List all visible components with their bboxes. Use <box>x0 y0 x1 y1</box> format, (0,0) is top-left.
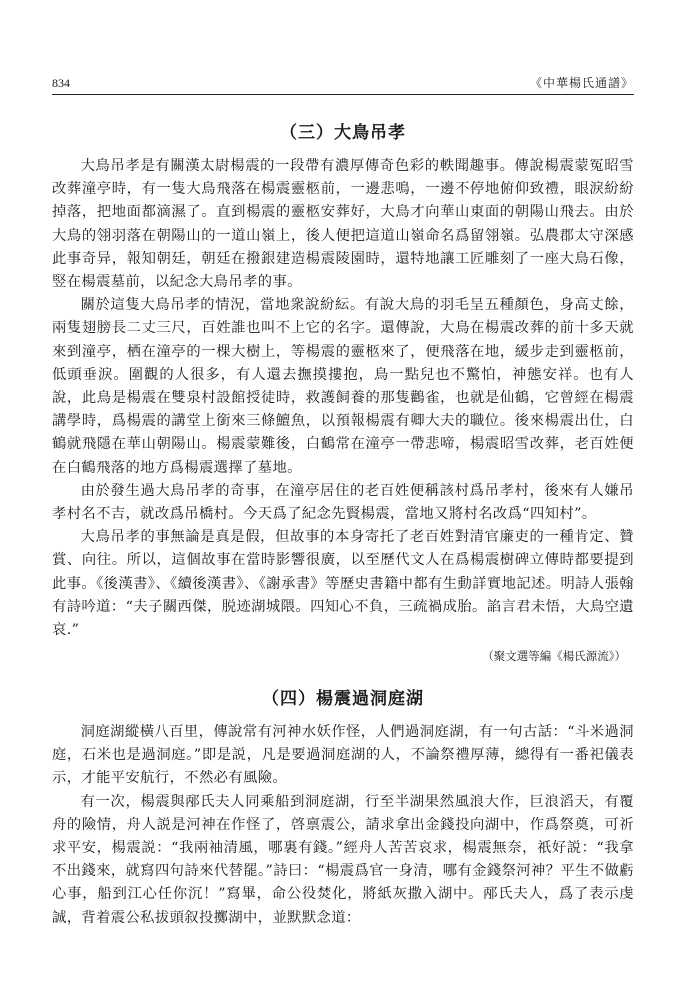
page-number: 834 <box>52 76 70 90</box>
paragraph: 關於這隻大鳥吊孝的情況，當地衆說紛紜。有說大鳥的羽毛呈五種顏色，身高丈餘，兩隻翅膀長二丈三尺，百姓誰也叫不上它的名字。還傳說，大鳥在楊震改葬的前十多天就來到潼亭，栖在潼亭的一棵大樹上，等楊震的靈柩來了，便飛落在地，緩步走到靈柩前，低頭垂淚。圍觀的人很多，有人還去撫摸摟抱，鳥一點兒也不驚怕，神態安祥。也有人說，此鳥是楊震在雙泉村設館授徒時，救護飼養的那隻鸛雀，也就是仙鶴，它曾經在楊震講學時，爲楊震的講堂上銜來三條鱣魚，以預報楊震有卿大夫的職位。後來楊震出仕，白鶴就飛隱在華山朝陽山。楊震蒙難後，白鶴常在潼亭一帶悲啼，楊震昭雪改葬，老百姓便在白鶴飛落的地方爲楊震選擇了墓地。 <box>52 297 634 476</box>
section-crossing-dongting-lake <box>52 684 634 930</box>
section-title: （四）楊震過洞庭湖 <box>262 689 424 709</box>
section-big-bird-mourning <box>52 118 634 664</box>
page-header <box>52 74 634 95</box>
running-title: 《中華楊氏通譜》 <box>529 76 634 90</box>
paragraph: 有一次，楊震與邴氏夫人同乘船到洞庭湖，行至半湖果然風浪大作，巨浪滔天，有覆舟的險情，舟人説是河神在作怪了，啓禀震公，請求拿出金錢投向湖中，作爲祭奠，可祈求平安，楊震説：“我兩袖清風，哪裏有錢。”經舟人苦苦哀求，楊震無奈，祇好説：“我拿不出錢來，就寫四句詩來代替罷。”詩曰：“楊震爲官一身清，哪有金錢祭河神？平生不做虧心事，船到江心任你沉！”寫畢，命公役焚化，將紙灰撒入湖中。邴氏夫人，爲了表示虔誠，背着震公私拔頭叙投擲湖中，並默默念道： <box>52 793 634 926</box>
paragraph: 大鳥吊孝是有關漢太尉楊震的一段帶有濃厚傳奇色彩的軼聞趣事。傳說楊震蒙冤昭雪改葬潼亭時，有一隻大鳥飛落在楊震靈柩前，一邊悲鳴，一邊不停地俯仰致禮，眼淚紛紛掉落，把地面都滴濕了。直到楊震的靈柩安葬好，大鳥才向華山東面的朝陽山飛去。由於大鳥的翎羽落在朝陽山的一道山嶺上，後人便把這道山嶺命名爲留翎嶺。弘農郡太守深感此事奇异，報知朝廷，朝廷在撥銀建造楊震陵園時，還特地讓工匠雕刻了一座大鳥石像，竪在楊震墓前，以紀念大鳥吊孝的事。 <box>52 158 634 291</box>
paragraph: 大鳥吊孝的事無論是真是假，但故事的本身寄托了老百姓對清官廉吏的一種肯定、贊賞、向往。所以，這個故事在當時影響很廣，以至歷代文人在爲楊震樹碑立傳時都要提到此事。《後漢書》、《續後漢書》、《謝承書》等歷史書籍中都有生動詳實地記述。明詩人張翰有詩吟道：“夫子關西傑，脱迹湖城隈。四知心不負，三疏禍成胎。諂言君未悟，大鳥空遺哀.” <box>52 529 634 639</box>
source-citation: （聚文選等編《楊氏源流》） <box>482 649 626 664</box>
paragraph: 由於發生過大鳥吊孝的奇事，在潼亭居住的老百姓便稱該村爲吊孝村，後來有人嫌吊孝村名不吉，就改爲吊橋村。今天爲了紀念先賢楊震，當地又將村名改爲“四知村”。 <box>52 482 634 523</box>
section-title: （三）大鳥吊孝 <box>280 123 406 143</box>
paragraph: 洞庭湖縱橫八百里，傳說常有河神水妖作怪，人們過洞庭湖，有一句古話：“斗米過洞庭，石米也是過洞庭。”即是説，凡是要過洞庭湖的人，不論祭禮厚薄，總得有一番祀儀表示，才能平安航行，不然必有風險。 <box>52 724 634 787</box>
